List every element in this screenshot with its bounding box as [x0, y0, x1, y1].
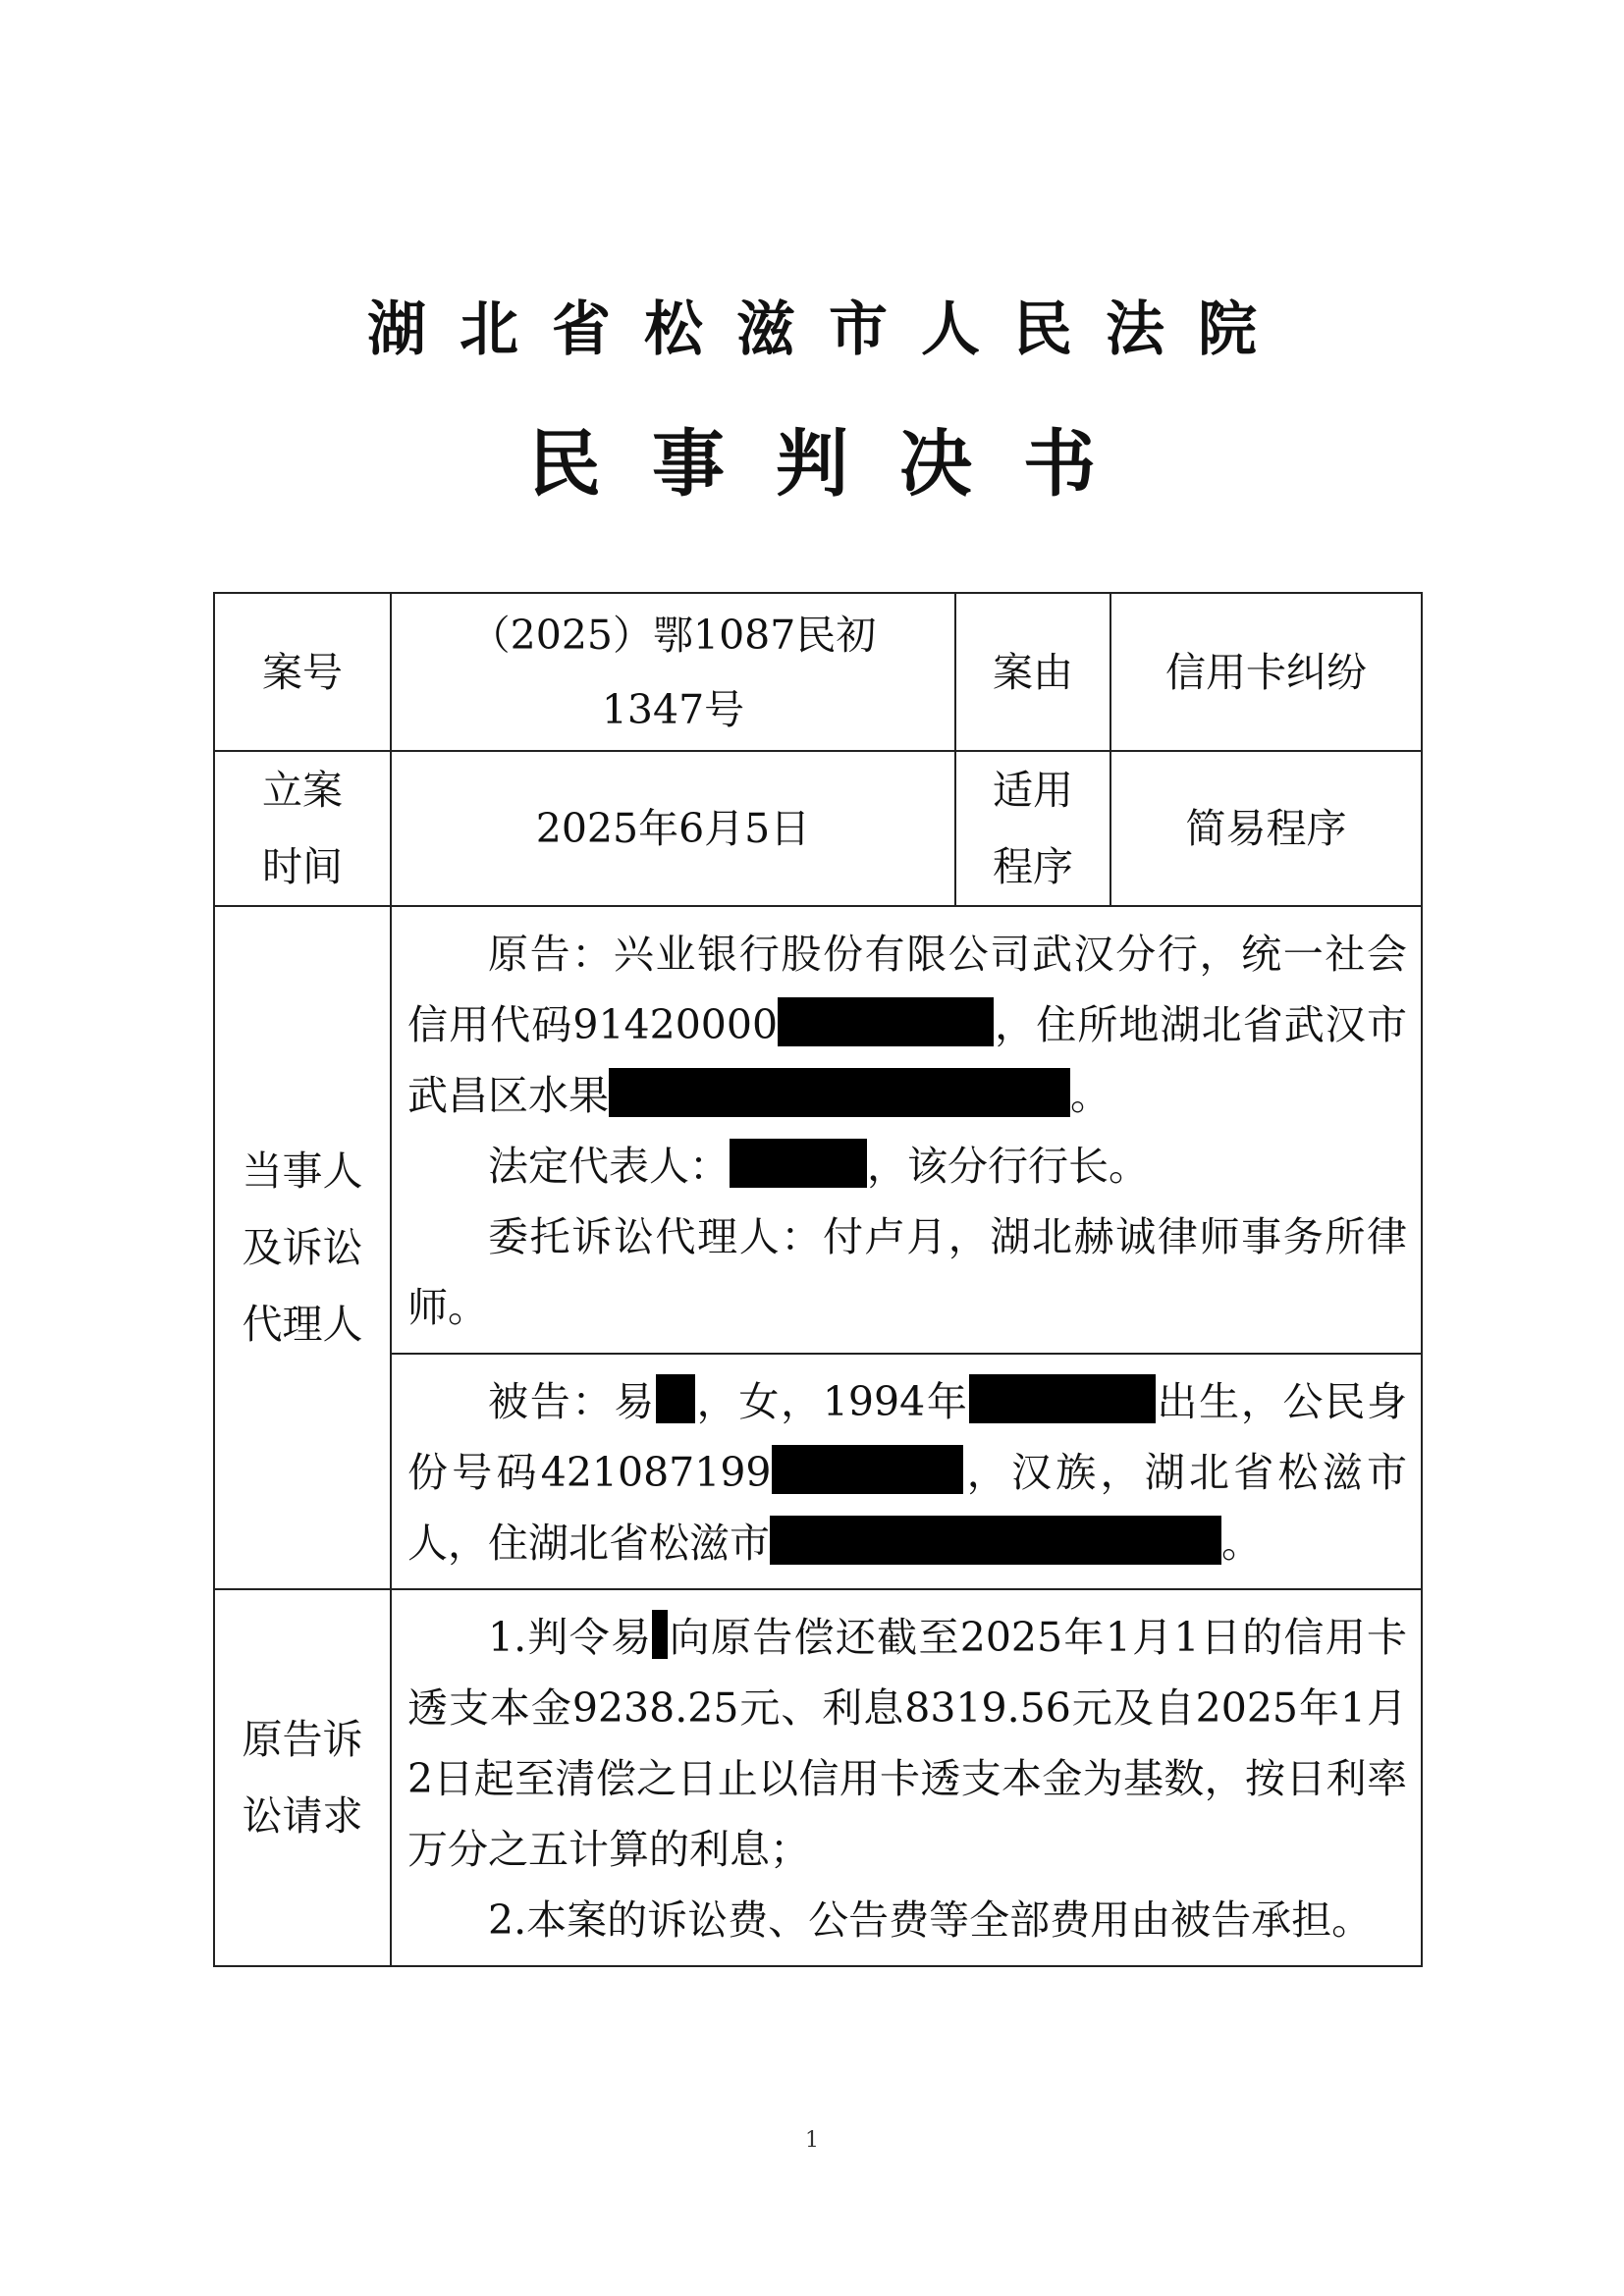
- claim-item-2: 2.本案的诉讼费、公告费等全部费用由被告承担。: [488, 1896, 1373, 1944]
- claims-section: [391, 1589, 1422, 1966]
- agent-paragraph: 委托诉讼代理人：付卢月，湖北赫诚律师事务所律师。: [407, 1213, 1407, 1331]
- case-cause-label: 案由: [955, 593, 1110, 751]
- court-name-title: 湖北省松滋市人民法院: [367, 295, 1290, 364]
- redaction-block: [652, 1610, 668, 1659]
- plaintiff-text-3: 。: [1070, 1072, 1110, 1119]
- claims-row: [214, 1589, 1422, 1966]
- case-number-row: [214, 593, 1422, 751]
- redaction-block: [730, 1139, 867, 1188]
- case-number-value: （2025）鄂1087民初1347号: [391, 593, 955, 751]
- defendant-text-1: 被告：易: [488, 1378, 656, 1425]
- defendant-row: [214, 1354, 1422, 1589]
- plaintiff-section: [391, 906, 1422, 1354]
- page-number: 1: [805, 2128, 819, 2153]
- case-number-label: 案号: [214, 593, 391, 751]
- plaintiff-row: [214, 906, 1422, 1354]
- case-info-table: [213, 592, 1423, 1967]
- redaction-block: [656, 1374, 695, 1423]
- plaintiff-paragraph: [407, 919, 1407, 1131]
- redaction-block: [770, 1516, 1221, 1565]
- defendant-section: [391, 1354, 1422, 1589]
- defendant-text-4: ，汉族，湖北省松滋市人，住湖北省松滋市: [407, 1449, 1407, 1567]
- claim-item-1: [407, 1602, 1407, 1885]
- document-type-title: 民事判决书: [528, 422, 1147, 507]
- legal-rep-text-1: 法定代表人：: [488, 1143, 730, 1190]
- filing-date-row: [214, 751, 1422, 906]
- claims-label: 原告诉讼请求: [214, 1589, 391, 1966]
- procedure-label: 适用程序: [955, 751, 1110, 906]
- defendant-text-5: 。: [1221, 1520, 1262, 1567]
- filing-date-value: 2025年6月5日: [391, 751, 955, 906]
- redaction-block: [609, 1068, 1070, 1117]
- redaction-block: [969, 1374, 1156, 1423]
- filing-date-label: 立案时间: [214, 751, 391, 906]
- plaintiff-text-2: ，住所地湖北省武汉市武昌区水果: [407, 1001, 1407, 1119]
- defendant-text-3: 出生，公民身份号码421087199: [407, 1378, 1408, 1496]
- parties-label: 当事人及诉讼代理人: [214, 906, 391, 1589]
- claim-1-text-2: 向原告偿还截至2025年1月1日的信用卡透支本金9238.25元、利息8319.56元及自2025年1月2日起至清偿之日止以信用卡透支本金为基数，按日利率万分之五计算的利息；: [407, 1614, 1408, 1873]
- defendant-paragraph: [407, 1366, 1407, 1578]
- redaction-block: [778, 997, 994, 1046]
- redaction-block: [772, 1445, 963, 1494]
- case-cause-value: 信用卡纠纷: [1110, 593, 1422, 751]
- claim-1-text-1: 1.判令易: [488, 1614, 653, 1661]
- legal-rep-text-2: ，该分行行长。: [867, 1143, 1149, 1190]
- plaintiff-text-1: 原告：兴业银行股份有限公司武汉分行，统一社会信用代码91420000: [407, 931, 1407, 1048]
- defendant-text-2: ，女，1994年: [694, 1378, 969, 1425]
- procedure-value: 简易程序: [1110, 751, 1422, 906]
- legal-rep-paragraph: [407, 1131, 1407, 1201]
